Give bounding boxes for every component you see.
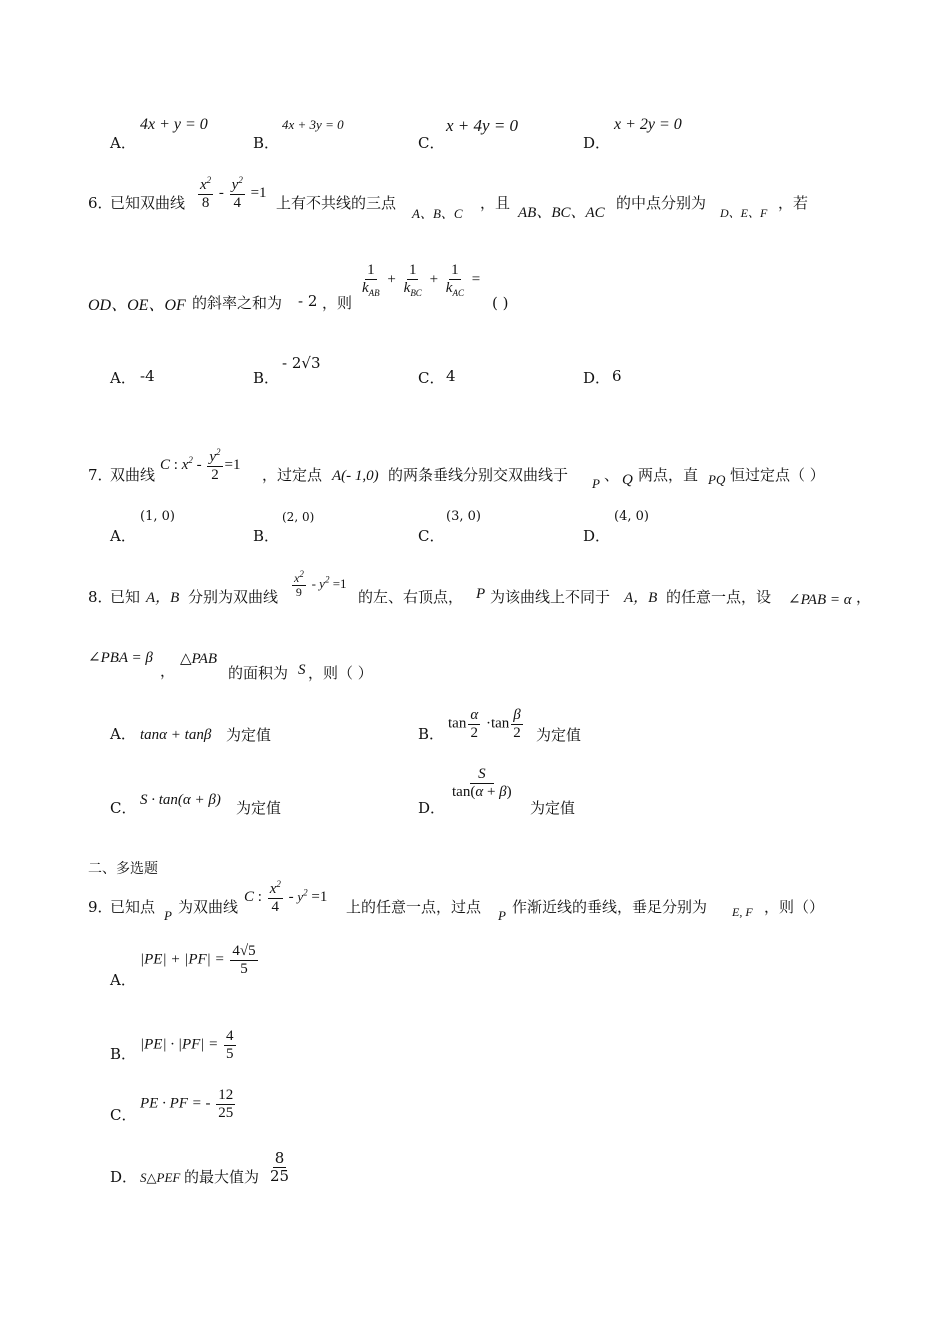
q8-option-c-fixed: 为定值 (236, 799, 282, 817)
q7-p: P (592, 476, 600, 491)
q7-point: A(- 1,0) (332, 468, 379, 484)
q8-text3: 的左、右顶点， (358, 588, 464, 606)
q9-hyperbola-equation: C : $\frac{x^2}{4}$ - $y^2 =1$ (244, 879, 328, 915)
q7-text3: 的两条垂线分别交双曲线于 (388, 466, 569, 484)
q7-option-a: (1, 0) (140, 509, 175, 524)
q8-option-d-expr: $\frac{S}{\tan(\alpha + \beta)}$ (452, 766, 512, 800)
q7-number: 7． (88, 466, 113, 484)
q8-number: 8． (88, 588, 113, 606)
q6-points: A、B、C (412, 206, 463, 221)
q9-text4: 作渐近线的垂线，垂足分别为 (512, 898, 708, 916)
q8-angle-alpha: ∠PAB = α (788, 592, 852, 608)
q6-number: 6． (88, 194, 113, 212)
q8-text7: ，则（ ） (308, 664, 373, 682)
q6-option-b-label: B． (253, 369, 280, 387)
q7-option-b: (2, 0) (282, 510, 315, 524)
q5-option-a-expr: 4x + y = 0 (140, 116, 208, 133)
q9-text5: ，则（） (764, 898, 825, 916)
q8-ab: A，B (146, 590, 180, 606)
q8-option-d-label: D． (418, 799, 446, 817)
q8-option-a-label: A． (110, 725, 136, 743)
q7-option-c-label: C． (418, 527, 445, 545)
q6-option-b: - 2√3 (282, 354, 321, 372)
q8-comma2: ， (160, 662, 176, 680)
q8-comma: ， (856, 588, 872, 606)
q9-p: P (164, 908, 172, 923)
q9-option-c-lhs: PE · PF = - (140, 1095, 211, 1112)
q6-option-d: 6 (612, 367, 622, 385)
q8-option-a-fixed: 为定值 (226, 726, 272, 744)
q6-option-c-label: C． (418, 369, 445, 387)
q9-text2: 为双曲线 (178, 898, 239, 916)
q9-text1: 已知点 (110, 898, 156, 916)
q6-option-a: -4 (140, 367, 155, 385)
q6-text5: ，若 (778, 194, 809, 212)
section-title: 二、多选题 (88, 861, 158, 877)
q9-option-d-label: D． (110, 1168, 138, 1186)
q9-option-a-expr: |PE| + |PF| = $\frac{4√5}{5}$ (140, 943, 256, 977)
q9-text3: 上的任意一点，过点 (346, 898, 482, 916)
q7-sep: 、 (604, 466, 620, 484)
q6-answer-paren: ( ) (492, 294, 509, 312)
q8-text4: 为该曲线上不同于 (490, 588, 611, 606)
q6-hyperbola-equation: $\frac{x^2}{8}$ - $\frac{y^2}{4}$ =1 (200, 175, 267, 211)
q9-ef: E, F (732, 905, 753, 919)
q9-option-c-label: C． (110, 1106, 137, 1124)
q7-pq: PQ (708, 472, 726, 487)
q6-text3: ，且 (480, 194, 511, 212)
q9-option-a-label: A． (110, 971, 136, 989)
q9-option-b-expr: |PE| · |PF| = $\frac{4}{5}$ (140, 1028, 234, 1062)
q5-option-c-label: C． (418, 134, 445, 152)
q7-text1: 双曲线 (110, 466, 156, 484)
q5-option-d-expr: x + 2y = 0 (614, 116, 682, 133)
q8-text6: 的面积为 (228, 664, 289, 682)
q7-option-c: (3, 0) (446, 509, 481, 524)
q6-slopes: OD、OE、OF (88, 297, 186, 314)
q5-option-d-label: D． (583, 134, 611, 152)
q6-segments: AB、BC、AC (518, 205, 605, 221)
q8-text1: 已知 (110, 588, 141, 606)
q8-angle-beta: ∠PBA = β (88, 650, 153, 666)
q9-option-a-lhs: |PE| + |PF| = (140, 951, 225, 968)
q6-reciprocal-slopes: $\frac{1}{k_{AB}}$ + $\frac{1}{k_{BC}}$ + $\frac{1}{k_{AC}}$ = (362, 262, 481, 298)
q7-option-d-label: D． (583, 527, 611, 545)
q8-text2: 分别为双曲线 (188, 588, 279, 606)
q9-option-b-lhs: |PE| · |PF| = (140, 1036, 219, 1053)
q8-option-c: S · tan(α + β) (140, 792, 221, 808)
q8-option-b-fixed: 为定值 (536, 726, 582, 744)
q9-option-d-value: $\frac{8}{25}$ (270, 1149, 290, 1185)
q9-number: 9． (88, 898, 113, 916)
q5-option-b-label: B． (253, 134, 280, 152)
q7-text5: 恒过定点（ ） (730, 466, 825, 484)
q8-option-b-label: B． (418, 725, 445, 743)
q6-text7: ，则 (322, 294, 353, 312)
q8-p: P (476, 586, 486, 602)
q6-option-c: 4 (446, 367, 456, 385)
q8-option-c-label: C． (110, 799, 137, 817)
q9-option-d-text: 的最大值为 (184, 1168, 260, 1186)
q6-sum: - 2 (298, 292, 318, 310)
q8-hyperbola-equation: $\frac{x^2}{9}$ - $y^2 =1$ (294, 569, 347, 600)
q8-s: S (298, 662, 306, 678)
q7-option-b-label: B． (253, 527, 280, 545)
q6-option-d-label: D． (583, 369, 611, 387)
q6-text2: 上有不共线的三点 (276, 194, 397, 212)
q5-option-b-expr: 4x + 3y = 0 (282, 117, 344, 132)
q7-option-d: (4, 0) (614, 509, 649, 524)
q5-option-a-label: A． (110, 134, 136, 152)
q9-option-c-expr: PE · PF = - $\frac{12}{25}$ (140, 1087, 234, 1121)
q8-ab2: A，B (624, 590, 658, 606)
q6-option-a-label: A． (110, 369, 136, 387)
q6-text4: 的中点分别为 (616, 194, 707, 212)
q9-option-d-s: S△PEF (140, 1170, 181, 1185)
q8-option-d-fixed: 为定值 (530, 799, 576, 817)
q8-option-b-expr: tan $\frac{\alpha}{2}$ ·tan $\frac{\beta}{2}$ (448, 707, 521, 741)
q7-text4: 两点，直 (638, 466, 699, 484)
q5-option-c-expr: x + 4y = 0 (446, 116, 519, 135)
q8-triangle: △PAB (180, 651, 218, 667)
q9-option-b-label: B． (110, 1045, 137, 1063)
q7-curve: C : $x^2$ - $\frac{y^2}{2}$ =1 (160, 447, 241, 483)
q8-option-a: tanα + tanβ (140, 727, 212, 743)
q7-text2: ，过定点 (262, 466, 323, 484)
q8-text5: 的任意一点，设 (666, 588, 772, 606)
q6-text1: 已知双曲线 (110, 194, 186, 212)
q7-q: Q (622, 472, 633, 488)
q6-midpoints: D、E、F (720, 206, 768, 220)
q7-option-a-label: A． (110, 527, 136, 545)
q9-p2: P (498, 908, 506, 923)
q6-text6: 的斜率之和为 (192, 294, 283, 312)
